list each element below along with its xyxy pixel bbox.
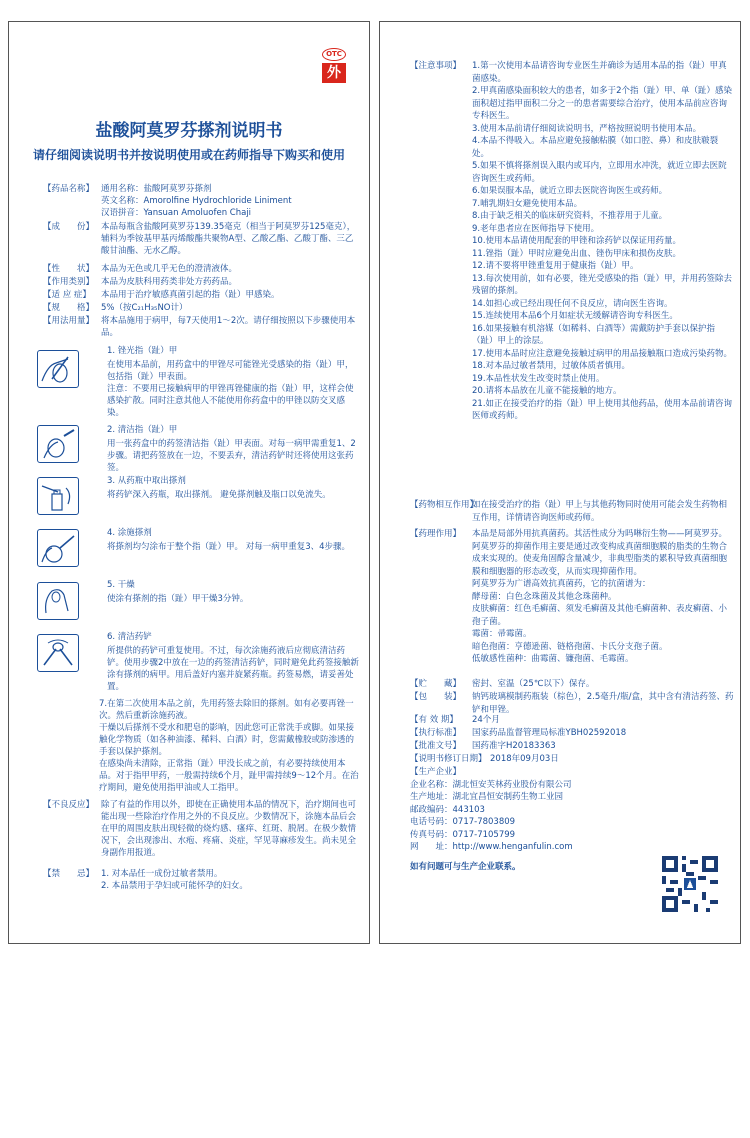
manufacturer-line: 传真号码：0717-7105799 xyxy=(410,829,516,840)
precautions-label: 【 注意事项 】 xyxy=(410,60,468,73)
step-2-body: 用一张药盒中的药签清洁指（趾）甲表面。对每一病甲需重复1、2步骤。请把药签放在一边，不要丢弃，清洁药铲时还将使用这张药签。 xyxy=(107,439,356,473)
manufacturer-line: 生产地址：湖北宜昌恒安制药生物工业园 xyxy=(410,792,564,802)
nail-cleaning-illustration xyxy=(37,425,79,463)
revision-text: 2018年09月03日 xyxy=(490,754,559,764)
drying-illustration xyxy=(37,582,79,620)
precautions-list xyxy=(472,60,734,423)
properties-label: 【 性 状 】 xyxy=(43,263,99,275)
precaution-item: 5.如果不慎将搽剂误入眼内或耳内，立即用水冲洗，就近立即去医院咨询医生或药师。 xyxy=(472,161,727,184)
precaution-item: 15.连续使用本品6个月如症状无缓解请咨询专科医生。 xyxy=(472,311,678,321)
interactions-text: 如在接受治疗的指（趾）甲上与其他药物同时使用可能会发生药物相互作用，详情请咨询医师或药师。 xyxy=(472,500,728,523)
qr-code[interactable] xyxy=(662,856,718,912)
contraindications-label: 【 禁 忌 】 xyxy=(43,868,99,880)
apply-liniment-illustration xyxy=(37,529,79,567)
spectrum-item: 暗色孢菌：亨德逊菌、链格孢菌、卡氏分支孢子菌。 xyxy=(472,641,668,652)
precaution-item: 4.本品不得吸入。本品应避免接触粘膜（如口腔、鼻）和皮肤皲裂处。 xyxy=(472,136,719,159)
approval-text: 国药准字H20183363 xyxy=(472,741,556,751)
document-title: 盐酸阿莫罗芬搽剂说明书 xyxy=(95,121,283,141)
precaution-item: 1.第一次使用本品请咨询专业医生并确诊为适用本品的指（趾）甲真菌感染。 xyxy=(472,61,727,84)
take-liniment-illustration xyxy=(37,477,79,515)
precaution-item: 9.老年患者应在医师指导下使用。 xyxy=(472,223,600,234)
spec-text: 5%（按C₂₁H₃₅NO计） xyxy=(101,303,188,313)
package-label: 【 包 装 】 xyxy=(410,691,468,704)
usage-followup xyxy=(99,698,359,794)
revision-label: 【 说明书修订日期 】 xyxy=(410,753,487,766)
usage-step-5 xyxy=(107,579,361,605)
validity-label: 【 有 效 期 】 xyxy=(410,714,468,727)
manufacturer-website[interactable]: 网 址：http://www.henganfulin.com xyxy=(410,842,573,852)
validity-text: 24个月 xyxy=(472,715,500,725)
step-4-heading: 4. 涂施搽剂 xyxy=(107,528,152,538)
left-panel xyxy=(8,21,370,944)
manufacturer-line: 电话号码：0717-7803809 xyxy=(410,817,516,827)
usage-step-3 xyxy=(107,475,361,501)
step-1-heading: 1. 锉光指（趾）甲 xyxy=(107,346,178,356)
usage-followup-3: 在感染尚未清除，正常指（趾）甲没长成之前，有必要持续使用本品。对于指甲甲药，一般需持续6个月，趾甲需持续9～12个月。在治疗期间，避免使用指甲油或人工指甲。 xyxy=(99,759,359,793)
otc-badge xyxy=(322,48,346,86)
step-3-heading: 3. 从药瓶中取出搽剂 xyxy=(107,476,186,486)
step-1-body: 在使用本品前，用药盒中的甲锉尽可能锉光受感染的指（趾）甲，包括指（趾）甲表面。 注意：不要用已接触病甲的甲锉再锉健康的指（趾）甲，这样会使感染扩散。同时注意其他人不能使用你药盒中的甲锉以防交叉感染。 xyxy=(107,360,354,418)
contraindication-2: 2. 本品禁用于孕妇或可能怀孕的妇女。 xyxy=(101,881,248,891)
nail-filing-illustration xyxy=(37,350,79,388)
precaution-item: 6.如果误服本品，就近立即去医院咨询医生或药师。 xyxy=(472,186,668,196)
standard-text: 国家药品监督管理局标准YBH02592018 xyxy=(472,728,627,738)
step-6-body: 所提供的药铲可重复使用。不过，每次涂施药液后应彻底清洁药铲。使用步骤2中放在一边的药签清洁药铲，同时避免此药签接触新涂有搽剂的病甲。用后盖好内塞并旋紧药瓶。药签易燃，请妥善处置。 xyxy=(107,646,359,692)
usage-step-4 xyxy=(107,527,361,553)
spectrum-item: 酵母菌：白色念珠菌及其他念珠菌种。 xyxy=(472,591,617,602)
clean-spatula-illustration xyxy=(37,634,79,672)
spectrum-item: 皮肤癣菌：红色毛癣菌、须发毛癣菌及其他毛癣菌种、表皮癣菌、小孢子菌。 xyxy=(472,604,728,627)
package-text: 钠钙玻璃模制药瓶装（棕色），2.5毫升/瓶/盒，其中含有清洁药签、药铲和甲锉。 xyxy=(472,692,734,715)
usage-followup-1: 7.在第二次使用本品之前，先用药签去除旧的搽剂。如有必要再锉一次。然后重新涂施药液。 xyxy=(99,699,354,721)
common-name: 通用名称：盐酸阿莫罗芬搽剂 xyxy=(101,184,212,194)
contraindication-1: 1. 对本品任一成份过敏者禁用。 xyxy=(101,869,223,879)
step-6-heading: 6. 清洁药铲 xyxy=(107,632,152,642)
usage-label: 【 用法用量 】 xyxy=(43,315,99,327)
ingredients-label: 【 成 份 】 xyxy=(43,221,99,233)
precaution-item: 7.哺乳期妇女避免使用本品。 xyxy=(472,198,583,209)
document-subtitle: 请仔细阅读说明书并按说明使用或在药师指导下购买和使用 xyxy=(32,148,345,162)
manufacturer-section xyxy=(410,766,710,854)
precaution-item: 16.如果接触有机溶媒（如稀料、白酒等）需戴防护手套以保护指（趾）甲上的涂层。 xyxy=(472,323,716,346)
english-name: 英文名称：Amorolfine Hydrochloride Liniment xyxy=(101,196,292,206)
step-5-body: 使涂有搽剂的指（趾）甲干燥3分钟。 xyxy=(107,594,249,604)
precaution-item: 12.请不要将甲锉重复用于健康指（趾）甲。 xyxy=(472,261,639,271)
precaution-item: 2.甲真菌感染面积较大的患者，如多于2个指（趾）甲、单（趾）感染面积超过指甲面积二分之一的患者需要综合治疗，使用本品前应咨询专科医生。 xyxy=(472,86,733,121)
precaution-item: 14.如担心或已经出现任何不良反应，请向医生咨询。 xyxy=(472,298,673,309)
step-5-heading: 5. 干燥 xyxy=(107,580,135,590)
manufacturer-line: 邮政编码：443103 xyxy=(410,804,485,815)
category-text: 本品为皮肤科用药类非处方药药品。 xyxy=(101,277,238,287)
category-label: 【 作用类别 】 xyxy=(43,276,99,288)
approval-label: 【 批准文号 】 xyxy=(410,740,468,753)
indications-text: 本品用于治疗敏感真菌引起的指（趾）甲感染。 xyxy=(101,290,280,300)
properties-text: 本品为无色或几乎无色的澄清液体。 xyxy=(101,264,238,274)
precaution-item: 17.使用本品时应注意避免接触过病甲的用品接触瓶口造成污染药物。 xyxy=(472,348,733,359)
precaution-item: 13.每次使用前，如有必要，锉光受感染的指（趾）甲，并用药签除去残留的搽剂。 xyxy=(472,273,733,296)
pinyin-name: 汉语拼音：Yansuan Amoluofen Chaji xyxy=(101,208,252,218)
contact-note: 如有问题可与生产企业联系。 xyxy=(410,862,521,872)
ingredients-text: 本品每瓶含盐酸阿莫罗芬139.35毫克（相当于阿莫罗芬125毫克），辅料为季铵基甲基丙烯酸酯共聚物A型、乙酸乙酯、乙酸丁酯、三乙酸甘油酯、无水乙醇。 xyxy=(101,222,356,256)
drug-name-label: 【 药品名称 】 xyxy=(43,183,99,195)
pharmacology-text: 本品是局部外用抗真菌药。其活性成分为吗啉衍生物——阿莫罗芬。阿莫罗芬的抑菌作用主要是通过改变构成真菌细胞膜的脂类的生物合成来实现的。使麦角固醇含量减少，非典型脂类的累积导致真菌细胞膜和细胞器的形态改变，从而实现抑菌作用。 xyxy=(472,529,728,577)
step-3-body: 将药铲深入药瓶，取出搽剂。 避免搽剂触及瓶口以免流失。 xyxy=(107,490,331,500)
interactions-label: 【 药物相互作用 】 xyxy=(410,499,468,512)
standard-label: 【 执行标准 】 xyxy=(410,727,468,740)
spectrum-intro: 阿莫罗芬为广谱高效抗真菌药，它的抗菌谱为： xyxy=(472,579,651,589)
precaution-item: 21.如正在接受治疗的指（趾）甲上使用其他药品，使用本品前请咨询医师或药师。 xyxy=(472,398,733,421)
precaution-item: 11.锉指（趾）甲时应避免出血、锉伤甲床和损伤皮肤。 xyxy=(472,248,682,259)
precaution-item: 3.使用本品前请仔细阅读说明书，严格按照说明书使用本品。 xyxy=(472,123,702,134)
otc-label: OTC xyxy=(322,48,346,61)
indications-label: 【 适 应 症 】 xyxy=(43,289,99,301)
storage-text: 密封、室温（25℃以下）保存。 xyxy=(472,679,595,689)
manufacturer-label: 【 生产企业 】 xyxy=(410,767,461,777)
right-panel xyxy=(379,21,741,944)
step-4-body: 将搽剂均匀涂布于整个指（趾）甲。 对每一病甲重复3、4步骤。 xyxy=(107,542,351,552)
step-2-heading: 2. 清洁指（趾）甲 xyxy=(107,425,178,435)
usage-step-2 xyxy=(107,424,361,474)
otc-external-label: 外 xyxy=(322,63,346,83)
usage-step-6 xyxy=(107,631,361,693)
usage-followup-2: 干燥以后搽剂不受水和肥皂的影响，因此您可正常洗手或脚。如果接触化学物质（如各种油漆、稀料、白酒）时，您需戴橡胶或防渗透的手套以保护搽剂。 xyxy=(99,723,355,757)
usage-intro: 将本品施用于病甲，每7天使用1～2次。请仔细按照以下步骤使用本品。 xyxy=(101,316,356,338)
spectrum-item: 霉菌：帚霉菌。 xyxy=(472,629,532,639)
pharmacology-label: 【 药理作用 】 xyxy=(410,528,468,541)
spectrum-item: 低敏感性菌种：曲霉菌、镰孢菌、毛霉菌。 xyxy=(472,654,634,664)
precaution-item: 19.本品性状发生改变时禁止使用。 xyxy=(472,373,605,384)
adverse-label: 【 不良反应 】 xyxy=(43,799,99,811)
precaution-item: 8.由于缺乏相关的临床研究资料，不推荐用于儿童。 xyxy=(472,211,668,221)
precaution-item: 20.请将本品放在儿童不能接触的地方。 xyxy=(472,386,622,396)
precaution-item: 18.对本品过敏者禁用，过敏体质者慎用。 xyxy=(472,361,631,371)
precaution-item: 10.使用本品请使用配套的甲锉和涂药铲以保证用药量。 xyxy=(472,236,682,246)
adverse-text: 除了有益的作用以外，即使在正确使用本品的情况下，治疗期间也可能出现一些除治疗作用之外的不良反应。少数情况下，涂施本品后会在甲的周围皮肤出现轻微的烧灼感、瘙痒、红斑、脱屑。在极少数情况下，会出现渗出、水疱、疼痛、炎症，罕见荨麻疹发生。尚未见全身副作用报道。 xyxy=(101,800,357,858)
manufacturer-line: 企业名称：湖北恒安芙林药业股份有限公司 xyxy=(410,779,572,790)
storage-label: 【 贮 藏 】 xyxy=(410,678,468,691)
spec-label: 【 规 格 】 xyxy=(43,302,99,314)
usage-step-1 xyxy=(107,345,361,419)
